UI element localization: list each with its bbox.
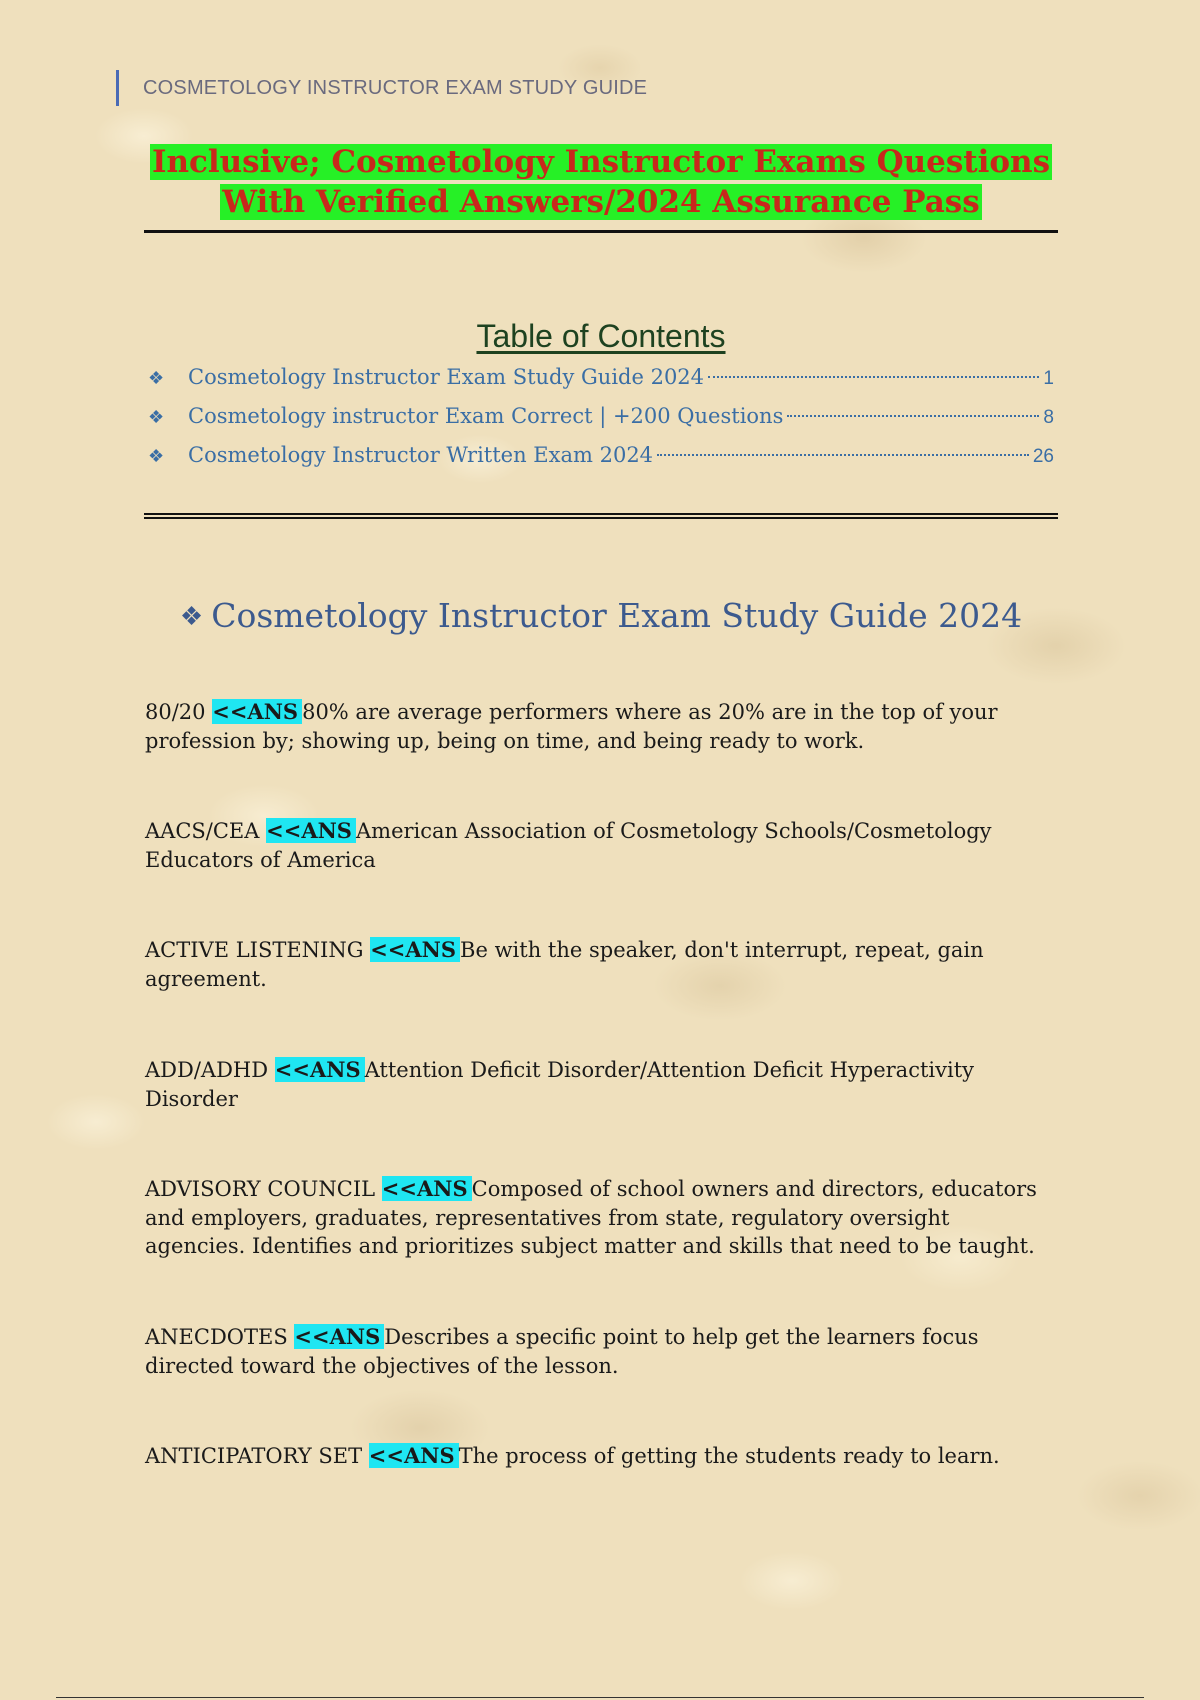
diamond-bullet-icon: ❖ [179,602,204,632]
qa-term: ADD/ADHD [145,1058,269,1082]
qa-entry [145,1442,1055,1471]
qa-term: ADVISORY COUNCIL [145,1177,376,1201]
table-of-contents [148,358,1054,475]
qa-term: ACTIVE LISTENING [145,938,364,962]
toc-heading-text: Table of Contents [476,318,726,354]
qa-term: AACS/CEA [145,819,260,843]
toc-leader-dots [787,415,1039,417]
qa-answer: Attention Deficit Disorder/Attention Deficit Hyperactivity Disorder [145,1058,975,1111]
answer-marker: <<ANS [382,1176,472,1201]
qa-entry [145,817,1055,874]
document-title-line-1: Inclusive; Cosmetology Instructor Exams Questions [151,144,1051,180]
toc-heading [144,318,1058,355]
document-title [144,142,1058,222]
toc-leader-dots [708,376,1039,378]
qa-answer: Composed of school owners and directors, educators and employers, graduates, representatives from state, regulatory oversight agencies. Identifies and prioritizes subject matter and skills that need to be taught. [145,1177,1037,1258]
toc-item-label[interactable]: Cosmetology instructor Exam Correct | +200 Questions [188,404,784,428]
diamond-bullet-icon: ❖ [148,368,165,389]
toc-item[interactable] [148,436,1054,475]
qa-term: 80/20 [145,700,206,724]
qa-entry [145,698,1055,755]
qa-entry [145,1175,1055,1261]
toc-item-page[interactable]: 8 [1043,407,1054,428]
section-heading [144,596,1058,635]
toc-item-page[interactable]: 26 [1032,446,1054,467]
answer-marker: <<ANS [212,699,302,724]
qa-answer: Be with the speaker, don't interrupt, repeat, gain agreement. [145,938,984,991]
document-title-line-2: With Verified Answers/2024 Assurance Pass [222,184,980,220]
qa-entry [145,1323,1055,1380]
toc-item-label[interactable]: Cosmetology Instructor Exam Study Guide 2024 [188,365,705,389]
footer-rule [56,1697,1144,1698]
toc-leader-dots [657,454,1029,456]
toc-item-page[interactable]: 1 [1043,368,1054,389]
answer-marker: <<ANS [369,1443,459,1468]
answer-marker: <<ANS [294,1324,384,1349]
qa-answer: Describes a specific point to help get the learners focus directed toward the objectives of the lesson. [145,1325,979,1378]
toc-divider [144,513,1058,519]
title-divider [144,230,1058,233]
qa-entry [145,936,1055,993]
answer-marker: <<ANS [370,937,460,962]
qa-term: ANECDOTES [145,1325,288,1349]
running-header [116,70,647,106]
toc-item[interactable] [148,358,1054,397]
toc-item[interactable] [148,397,1054,436]
section-heading-text: Cosmetology Instructor Exam Study Guide 2024 [211,596,1023,635]
qa-answer: American Association of Cosmetology Schools/Cosmetology Educators of America [145,819,992,872]
qa-answer: The process of getting the students ready to learn. [458,1444,1000,1468]
diamond-bullet-icon: ❖ [148,446,165,467]
running-header-text: COSMETOLOGY INSTRUCTOR EXAM STUDY GUIDE [143,76,648,99]
qa-answer: 80% are average performers where as 20% are in the top of your profession by; showing up, being on time, and being ready to work. [145,700,998,753]
diamond-bullet-icon: ❖ [148,407,165,428]
answer-marker: <<ANS [266,818,356,843]
qa-term: ANTICIPATORY SET [145,1444,363,1468]
answer-marker: <<ANS [275,1057,365,1082]
qa-entry [145,1056,1055,1113]
toc-item-label[interactable]: Cosmetology Instructor Written Exam 2024 [188,443,654,467]
